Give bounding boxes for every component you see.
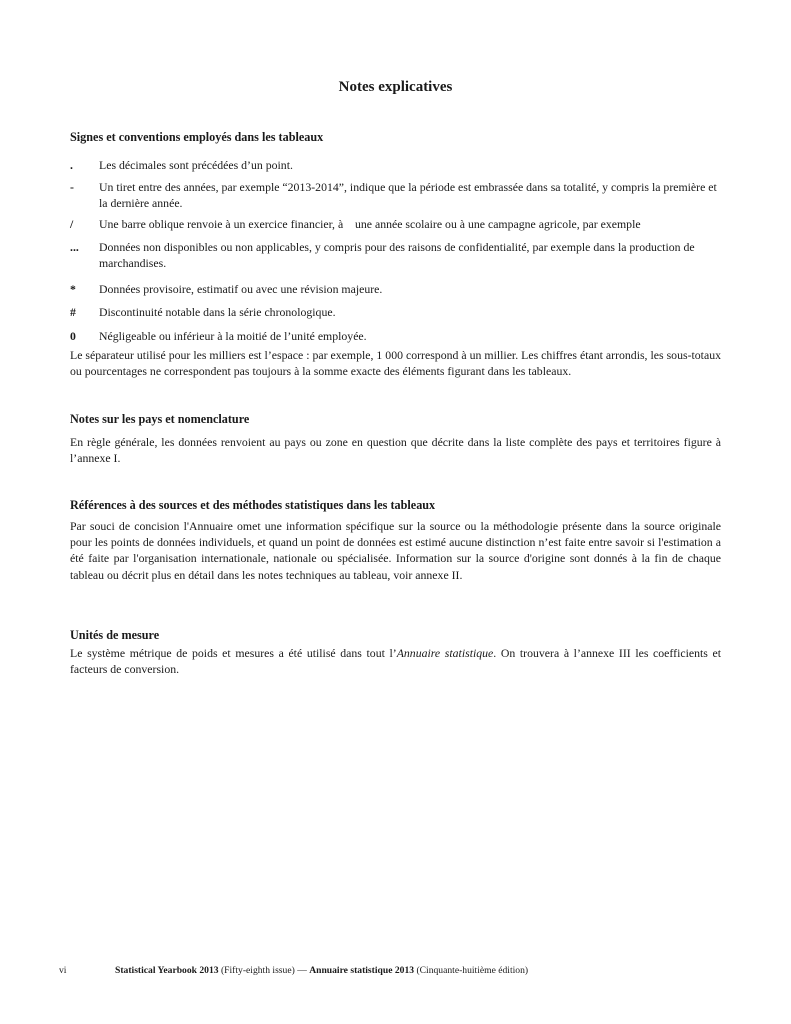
sign-item-zero	[70, 328, 721, 344]
footer-fr-title: Annuaire statistique 2013	[309, 965, 415, 976]
sign-description: Un tiret entre des années, par exemple “2013-2014”, indique que la période est embrassée dans sa totalité, y compris la première et la dernière année.	[99, 180, 717, 210]
footer-dash: —	[297, 965, 307, 976]
separator-note: Le séparateur utilisé pour les milliers est l’espace : par exemple, 1 000 correspond à un millier. Les chiffres étant arrondis, les sous-totaux ou pourcentages ne correspondent pas toujours à la somme exacte des éléments figurant dans les tableaux.	[70, 348, 721, 379]
sign-symbol: 0	[70, 329, 76, 343]
sources-heading: Références à des sources et des méthodes statistiques dans les tableaux	[70, 498, 436, 512]
sources-text: Par souci de concision l'Annuaire omet une information spécifique sur la source ou la méthodologie présente dans la source originale pour les points de données individuels, et quand un point de données est estimé aucune distinction n’est faite entre savoir si l'estimation a été faite par l'organisation internationale, nationale ou spécialisée. Information sur la source d'origine sont donnés à la fin de chaque tableau ou décrit plus en détail dans les notes techniques au tableau, voir annexe II.	[70, 519, 721, 582]
sign-symbol: #	[70, 305, 76, 319]
sign-description: Négligeable ou inférieur à la moitié de l’unité employée.	[99, 329, 367, 343]
countries-heading: Notes sur les pays et nomenclature	[70, 412, 250, 426]
sign-symbol: ...	[70, 240, 79, 254]
sign-item-decimal	[70, 157, 721, 173]
signs-heading: Signes et conventions employés dans les tableaux	[70, 130, 324, 144]
sign-symbol: /	[70, 217, 74, 231]
sign-description: Données provisoire, estimatif ou avec une révision majeure.	[99, 282, 383, 296]
sign-item-hash	[70, 304, 721, 320]
sign-description: Les décimales sont précédées d’un point.	[99, 158, 293, 172]
countries-text: En règle générale, les données renvoient au pays ou zone en question que décrite dans la liste complète des pays et territoires figure à l’annexe I.	[70, 435, 721, 466]
sign-item-asterisk	[70, 281, 721, 297]
sign-description: Données non disponibles ou non applicables, y compris pour des raisons de confidentialité, par exemple dans la production de marchandises.	[99, 240, 695, 270]
sign-item-ellipsis	[70, 239, 721, 271]
sign-symbol: -	[70, 180, 74, 194]
footer-en-issue: (Fifty-eighth issue)	[220, 965, 295, 976]
sign-item-slash	[70, 216, 721, 232]
annuaire-title: Annuaire statistique	[396, 646, 494, 660]
sign-description: Une barre oblique renvoie à un exercice financier, à une année scolaire ou à une campagne agricole, par exemple	[99, 217, 641, 231]
units-text	[70, 645, 721, 677]
sign-symbol: *	[70, 282, 76, 296]
page-number: vi	[59, 965, 67, 976]
sign-item-dash	[70, 179, 721, 211]
sign-description: Discontinuité notable dans la série chronologique.	[99, 305, 336, 319]
sign-symbol: .	[70, 158, 73, 172]
units-text-start: Le système métrique de poids et mesures a été utilisé dans tout l’	[70, 646, 397, 660]
page-footer	[59, 965, 528, 976]
footer-fr-issue: (Cinquante-huitième édition)	[416, 965, 529, 976]
units-text-end: . On trouvera à l’annexe III les coefficients et facteurs de conversion.	[70, 646, 721, 677]
page-title: Notes explicatives	[338, 79, 453, 95]
footer-en-title: Statistical Yearbook 2013	[115, 965, 219, 976]
units-heading: Unités de mesure	[70, 628, 160, 642]
